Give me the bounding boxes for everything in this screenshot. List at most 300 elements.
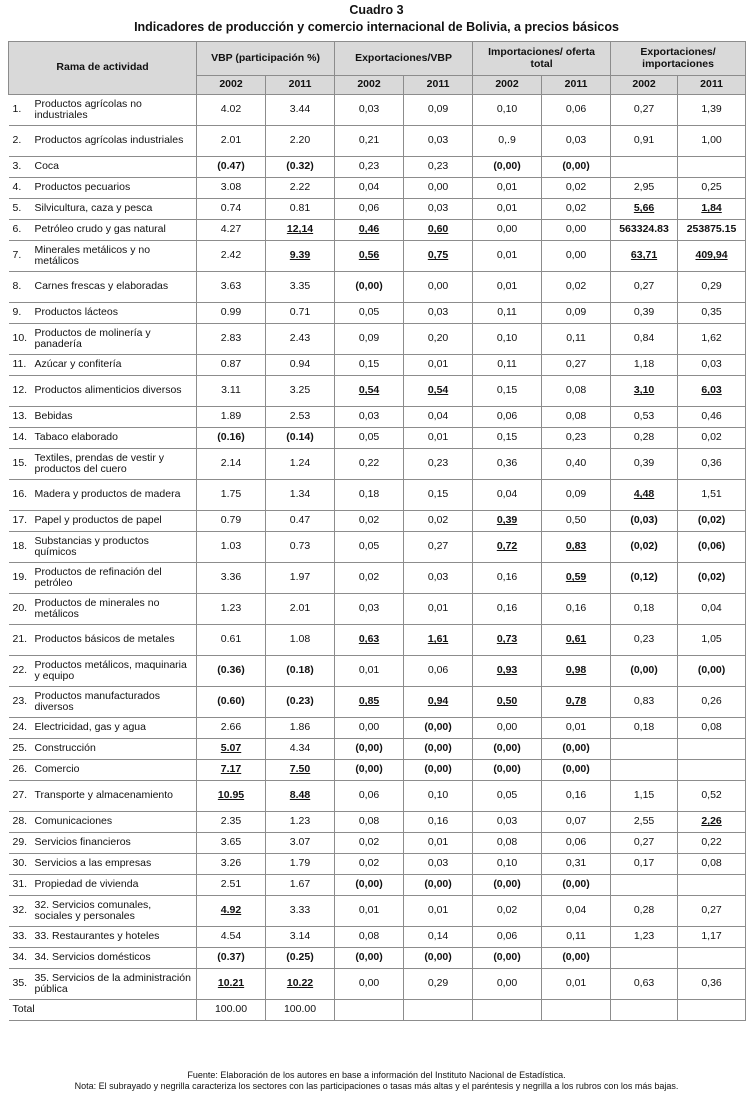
- value-text: 0,16: [496, 571, 518, 584]
- value-text: 10.22: [286, 977, 314, 990]
- value-text: 0,06: [358, 202, 380, 215]
- value-text: 0,08: [701, 721, 722, 734]
- value-text: 0,25: [701, 181, 722, 194]
- table-row: [9, 739, 746, 760]
- header-year: 2011: [404, 76, 473, 95]
- value-cell: [542, 178, 611, 199]
- value-text: 0,04: [358, 181, 380, 194]
- value-cell: [197, 355, 266, 376]
- value-text: 0.79: [220, 514, 242, 527]
- row-number: 12.: [9, 376, 33, 407]
- value-cell: [197, 812, 266, 833]
- value-cell: [335, 948, 404, 969]
- row-label: Transporte y almacenamiento: [33, 781, 197, 812]
- value-cell: [266, 303, 335, 324]
- value-cell: [611, 199, 678, 220]
- row-label: Productos de molinería y panadería: [33, 324, 197, 355]
- row-label: Productos alimenticios diversos: [33, 376, 197, 407]
- header-year: 2002: [611, 76, 678, 95]
- value-text: 0,83: [565, 540, 587, 553]
- value-text: 0,04: [427, 410, 449, 423]
- header-year: 2011: [678, 76, 746, 95]
- value-text: 0,06: [358, 789, 380, 802]
- value-text: 563324.83: [619, 223, 669, 236]
- value-text: 0,09: [565, 306, 587, 319]
- value-text: 0,05: [496, 789, 518, 802]
- table-row: [9, 594, 746, 625]
- value-text: 0,39: [633, 457, 655, 470]
- value-cell: [335, 449, 404, 480]
- value-cell: [678, 760, 746, 781]
- row-label: Silvicultura, caza y pesca: [33, 199, 197, 220]
- value-cell: [473, 272, 542, 303]
- value-text: 2.22: [289, 181, 311, 194]
- value-cell: [266, 324, 335, 355]
- value-cell: [542, 407, 611, 428]
- value-text: 1,00: [701, 134, 722, 147]
- value-cell: [473, 781, 542, 812]
- table-row: [9, 407, 746, 428]
- value-text: 0.61: [220, 633, 242, 646]
- value-cell: [473, 241, 542, 272]
- value-text: (0,00): [355, 280, 383, 293]
- table-row: [9, 428, 746, 449]
- table-row: [9, 220, 746, 241]
- value-cell: [542, 969, 611, 1000]
- table-row: [9, 532, 746, 563]
- value-text: 0,09: [358, 332, 380, 345]
- value-text: 0,05: [358, 431, 380, 444]
- value-cell: [542, 324, 611, 355]
- value-cell: [404, 896, 473, 927]
- value-text: 0,08: [496, 836, 518, 849]
- value-cell: [611, 324, 678, 355]
- value-cell: [404, 220, 473, 241]
- value-text: 0,00: [565, 223, 587, 236]
- value-text: (0,00): [355, 742, 383, 755]
- value-cell: [404, 272, 473, 303]
- value-cell: [197, 272, 266, 303]
- value-cell: [473, 718, 542, 739]
- row-label: Productos básicos de metales: [33, 625, 197, 656]
- value-cell: [678, 272, 746, 303]
- row-number: 18.: [9, 532, 33, 563]
- value-text: 3.25: [289, 384, 311, 397]
- value-cell: [404, 656, 473, 687]
- value-cell: [335, 625, 404, 656]
- value-cell: [335, 480, 404, 511]
- value-cell: [335, 594, 404, 625]
- value-text: 4.92: [220, 904, 242, 917]
- row-label: Construcción: [33, 739, 197, 760]
- value-cell: [197, 656, 266, 687]
- indicators-table: [8, 41, 746, 1021]
- row-number: 21.: [9, 625, 33, 656]
- value-cell: [542, 563, 611, 594]
- value-text: 0,23: [565, 431, 587, 444]
- value-cell: [266, 480, 335, 511]
- value-cell: [542, 303, 611, 324]
- value-cell: [678, 875, 746, 896]
- value-text: 1.79: [289, 857, 311, 870]
- value-cell: [611, 355, 678, 376]
- value-text: 0,23: [633, 633, 655, 646]
- value-cell: [542, 625, 611, 656]
- table-row: [9, 948, 746, 969]
- value-text: 0.87: [220, 358, 242, 371]
- value-cell: [678, 449, 746, 480]
- table-row: [9, 563, 746, 594]
- value-cell: [266, 781, 335, 812]
- value-cell: [473, 157, 542, 178]
- value-text: 0,15: [358, 358, 380, 371]
- value-cell: [266, 511, 335, 532]
- row-number: 11.: [9, 355, 33, 376]
- value-cell: [678, 948, 746, 969]
- value-text: 0,36: [701, 457, 722, 470]
- value-cell: [197, 927, 266, 948]
- value-cell: [335, 428, 404, 449]
- value-text: 0.81: [289, 202, 311, 215]
- value-text: 0,02: [427, 514, 449, 527]
- value-cell: [678, 376, 746, 407]
- value-cell: [404, 324, 473, 355]
- value-cell: [473, 927, 542, 948]
- value-cell: [542, 376, 611, 407]
- value-text: 0,61: [565, 633, 587, 646]
- value-text: 0,35: [701, 306, 722, 319]
- table-row: [9, 875, 746, 896]
- value-text: 0,03: [496, 815, 518, 828]
- value-cell: [611, 407, 678, 428]
- value-text: 0,36: [496, 457, 518, 470]
- value-text: 0,27: [701, 904, 722, 917]
- value-text: (0,00): [424, 763, 452, 776]
- value-text: 0,54: [358, 384, 380, 397]
- table-row: [9, 303, 746, 324]
- value-text: 0,83: [633, 695, 655, 708]
- value-text: 0,09: [427, 103, 449, 116]
- table-row: [9, 95, 746, 126]
- value-text: 0,06: [565, 836, 587, 849]
- value-cell: [404, 563, 473, 594]
- value-text: 0,50: [565, 514, 587, 527]
- value-cell: [473, 355, 542, 376]
- value-text: 0,03: [427, 571, 449, 584]
- value-cell: [678, 594, 746, 625]
- value-text: 1,17: [701, 930, 722, 943]
- value-cell: [611, 157, 678, 178]
- value-cell: [611, 303, 678, 324]
- value-text: (0,00): [630, 664, 658, 677]
- value-cell: [542, 272, 611, 303]
- value-text: 0,60: [427, 223, 449, 236]
- value-text: 0,36: [701, 977, 722, 990]
- header-rama: Rama de actividad: [9, 42, 197, 95]
- value-cell: [197, 241, 266, 272]
- value-cell: [611, 739, 678, 760]
- row-label: Tabaco elaborado: [33, 428, 197, 449]
- total-value: 100.00: [197, 1000, 266, 1021]
- value-cell: [404, 376, 473, 407]
- value-text: 0,02: [358, 857, 380, 870]
- value-text: 0,52: [701, 789, 722, 802]
- row-label: Comunicaciones: [33, 812, 197, 833]
- value-cell: [542, 241, 611, 272]
- value-text: 0,03: [358, 103, 380, 116]
- row-number: 20.: [9, 594, 33, 625]
- row-label: 34. Servicios domésticos: [33, 948, 197, 969]
- value-cell: [335, 324, 404, 355]
- value-text: 0,01: [565, 721, 587, 734]
- value-text: 3.35: [289, 280, 311, 293]
- row-number: 14.: [9, 428, 33, 449]
- row-number: 9.: [9, 303, 33, 324]
- table-row: [9, 927, 746, 948]
- value-cell: [335, 563, 404, 594]
- table-row: [9, 833, 746, 854]
- value-text: (0,03): [630, 514, 658, 527]
- value-cell: [335, 178, 404, 199]
- value-text: (0.60): [217, 695, 245, 708]
- value-cell: [678, 969, 746, 1000]
- value-text: 3.65: [220, 836, 242, 849]
- value-cell: [197, 896, 266, 927]
- value-cell: [266, 687, 335, 718]
- table-row: [9, 687, 746, 718]
- value-cell: [335, 272, 404, 303]
- value-cell: [473, 178, 542, 199]
- value-text: (0,00): [562, 763, 590, 776]
- value-text: 0,20: [427, 332, 449, 345]
- value-cell: [197, 376, 266, 407]
- value-cell: [404, 407, 473, 428]
- value-text: (0,00): [424, 742, 452, 755]
- value-cell: [611, 969, 678, 1000]
- value-cell: [473, 532, 542, 563]
- value-cell: [266, 854, 335, 875]
- value-text: (0.32): [286, 160, 314, 173]
- value-cell: [678, 480, 746, 511]
- header-year: 2002: [473, 76, 542, 95]
- value-text: 0,10: [496, 857, 518, 870]
- row-label: Productos agrícolas no industriales: [33, 95, 197, 126]
- row-label: Productos metálicos, maquinaria y equipo: [33, 656, 197, 687]
- value-text: 63,71: [630, 249, 658, 262]
- value-cell: [678, 833, 746, 854]
- total-label: Total: [9, 1000, 197, 1021]
- header-year: 2002: [335, 76, 404, 95]
- value-cell: [335, 760, 404, 781]
- value-text: 0,94: [427, 695, 449, 708]
- value-cell: [404, 948, 473, 969]
- value-text: 1.24: [289, 457, 311, 470]
- value-text: 3.33: [289, 904, 311, 917]
- value-text: 0,02: [701, 431, 722, 444]
- value-cell: [404, 760, 473, 781]
- value-cell: [611, 594, 678, 625]
- value-text: 1.89: [220, 410, 242, 423]
- value-text: 8.48: [289, 789, 311, 802]
- value-cell: [197, 324, 266, 355]
- value-text: 2.43: [289, 332, 311, 345]
- header-row-groups: [9, 42, 746, 76]
- header-year: 2002: [197, 76, 266, 95]
- row-number: 29.: [9, 833, 33, 854]
- value-text: 0,08: [358, 815, 380, 828]
- value-text: 0,01: [427, 602, 449, 615]
- row-label: Carnes frescas y elaboradas: [33, 272, 197, 303]
- value-text: 0.99: [220, 306, 242, 319]
- row-number: 7.: [9, 241, 33, 272]
- row-label: 35. Servicios de la administración pública: [33, 969, 197, 1000]
- value-cell: [404, 854, 473, 875]
- value-text: (0,00): [355, 763, 383, 776]
- value-cell: [404, 687, 473, 718]
- value-cell: [266, 272, 335, 303]
- value-cell: [678, 927, 746, 948]
- row-number: 2.: [9, 126, 33, 157]
- header-year: 2011: [266, 76, 335, 95]
- value-text: 2.51: [220, 878, 242, 891]
- value-cell: [335, 927, 404, 948]
- value-cell: [542, 718, 611, 739]
- value-cell: [678, 126, 746, 157]
- value-cell: [266, 178, 335, 199]
- value-cell: [335, 355, 404, 376]
- value-cell: [335, 303, 404, 324]
- value-text: 0,04: [565, 904, 587, 917]
- value-cell: [473, 95, 542, 126]
- value-cell: [678, 781, 746, 812]
- value-cell: [335, 220, 404, 241]
- value-text: 3.07: [289, 836, 311, 849]
- value-cell: [266, 95, 335, 126]
- value-text: 0,03: [427, 134, 449, 147]
- value-cell: [542, 220, 611, 241]
- value-text: 0,10: [427, 789, 449, 802]
- row-number: 27.: [9, 781, 33, 812]
- value-text: 1.97: [289, 571, 311, 584]
- value-text: 0,56: [358, 249, 380, 262]
- value-cell: [335, 687, 404, 718]
- value-cell: [404, 781, 473, 812]
- row-label: Servicios a las empresas: [33, 854, 197, 875]
- value-text: 0,85: [358, 695, 380, 708]
- value-text: 2,26: [701, 815, 722, 828]
- value-text: (0,12): [630, 571, 658, 584]
- value-cell: [197, 948, 266, 969]
- value-cell: [678, 428, 746, 449]
- value-cell: [266, 739, 335, 760]
- value-text: (0,00): [493, 160, 521, 173]
- value-text: (0,02): [630, 540, 658, 553]
- table-row: [9, 812, 746, 833]
- value-text: 0,27: [633, 836, 655, 849]
- value-cell: [542, 927, 611, 948]
- row-number: 24.: [9, 718, 33, 739]
- value-cell: [473, 303, 542, 324]
- value-text: 3,10: [633, 384, 655, 397]
- value-cell: [473, 969, 542, 1000]
- value-cell: [473, 854, 542, 875]
- value-cell: [542, 449, 611, 480]
- value-text: 0,00: [427, 280, 449, 293]
- value-text: 0,16: [427, 815, 449, 828]
- value-text: (0,00): [355, 878, 383, 891]
- row-label: Petróleo crudo y gas natural: [33, 220, 197, 241]
- value-text: 0,18: [358, 488, 380, 501]
- value-cell: [678, 355, 746, 376]
- table-row: [9, 272, 746, 303]
- value-cell: [404, 625, 473, 656]
- value-cell: [678, 199, 746, 220]
- value-cell: [266, 157, 335, 178]
- value-cell: [404, 833, 473, 854]
- value-text: 1.23: [289, 815, 311, 828]
- value-text: 0,01: [427, 358, 449, 371]
- value-cell: [197, 594, 266, 625]
- total-value: [678, 1000, 746, 1021]
- value-cell: [197, 157, 266, 178]
- value-text: 4.27: [220, 223, 242, 236]
- value-cell: [404, 355, 473, 376]
- value-text: 0,09: [565, 488, 587, 501]
- value-cell: [197, 625, 266, 656]
- value-text: 3.44: [289, 103, 311, 116]
- value-cell: [542, 594, 611, 625]
- value-cell: [197, 760, 266, 781]
- value-text: (0.14): [286, 431, 314, 444]
- value-text: 0,91: [633, 134, 655, 147]
- value-cell: [266, 428, 335, 449]
- value-cell: [404, 428, 473, 449]
- value-cell: [404, 199, 473, 220]
- value-text: (0.18): [286, 664, 314, 677]
- total-value: [473, 1000, 542, 1021]
- value-text: 12,14: [286, 223, 314, 236]
- value-cell: [473, 625, 542, 656]
- value-cell: [473, 220, 542, 241]
- value-text: 0,04: [496, 488, 518, 501]
- total-value: [611, 1000, 678, 1021]
- table-row: [9, 126, 746, 157]
- row-label: Servicios financieros: [33, 833, 197, 854]
- table-row: [9, 376, 746, 407]
- value-cell: [266, 927, 335, 948]
- value-cell: [266, 969, 335, 1000]
- value-text: 0,05: [358, 540, 380, 553]
- total-value: 100.00: [266, 1000, 335, 1021]
- value-text: 0,11: [497, 358, 517, 371]
- table-row: [9, 241, 746, 272]
- value-text: 0,26: [701, 695, 722, 708]
- value-text: 0,10: [496, 332, 518, 345]
- value-text: (0,00): [493, 742, 521, 755]
- table-row: [9, 157, 746, 178]
- value-cell: [542, 480, 611, 511]
- value-text: 1,18: [633, 358, 655, 371]
- row-number: 28.: [9, 812, 33, 833]
- value-text: 0,00: [358, 721, 380, 734]
- value-cell: [404, 449, 473, 480]
- value-text: 0.71: [289, 306, 311, 319]
- row-number: 6.: [9, 220, 33, 241]
- value-text: 0,03: [427, 306, 449, 319]
- value-cell: [197, 854, 266, 875]
- value-text: 0,08: [565, 410, 587, 423]
- value-text: (0,02): [697, 571, 726, 584]
